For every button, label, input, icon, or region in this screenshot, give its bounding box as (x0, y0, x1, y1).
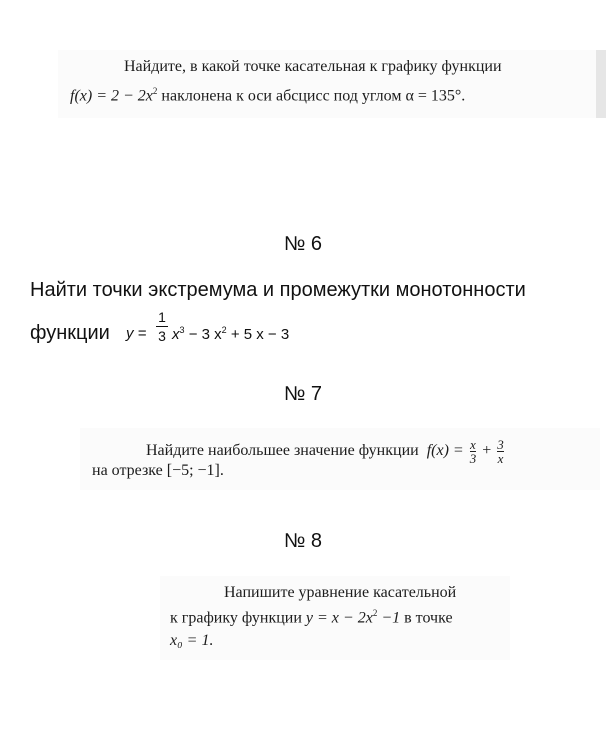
task6-frac-num: 1 (158, 309, 166, 325)
task6-term2: − 3 x (188, 326, 222, 343)
task7-frac2-den: x (497, 451, 504, 466)
task8-equation-rest: −1 (381, 609, 401, 627)
task8-number: № 8 (283, 530, 323, 552)
task5-line2 (70, 86, 465, 105)
task7-line2: на отрезке [−5; −1]. (92, 462, 224, 479)
task6-frac-bar (156, 326, 168, 327)
task5-line1: Найдите, в какой точке касательная к графику функции (124, 58, 502, 75)
task7-plus: + (482, 442, 492, 460)
task6-text-line2: функции (30, 322, 110, 344)
task8-line1: Напишите уравнение касательной (224, 584, 457, 601)
task6-frac-den: 3 (158, 328, 166, 344)
task8-scan (160, 576, 510, 660)
task7-question: Найдите наибольшее значение функции (146, 442, 419, 460)
task7-line1 (146, 438, 506, 465)
task7-frac1-den: 3 (469, 451, 477, 466)
task5-scan (58, 50, 606, 118)
task7-frac2-num: 3 (497, 437, 504, 452)
task8-line2 (170, 608, 453, 627)
task8-exponent: 2 (372, 608, 378, 618)
task7-number: № 7 (283, 383, 323, 405)
task6-exp3: 3 (179, 325, 185, 335)
task6-rest (172, 325, 289, 343)
task7-scan (80, 428, 600, 490)
task7-frac2 (497, 438, 504, 465)
task6-number: № 6 (283, 233, 323, 255)
task6-fraction (156, 309, 168, 344)
task6-y: y = (126, 325, 147, 342)
task5-exponent: 2 (152, 86, 158, 96)
task8-point-text: в точке (404, 609, 453, 627)
scan-page-edge (596, 50, 606, 118)
task6-exp2: 2 (221, 325, 227, 335)
task8-equation: y = x − 2x (305, 609, 373, 627)
task8-graph-text: к графику функции (170, 609, 302, 627)
task7-frac1 (470, 438, 477, 465)
task5-function: f(x) = 2 − 2x (70, 87, 153, 105)
task5-condition: наклонена к оси абсцисс под углом α = 135°. (161, 87, 466, 105)
task7-function: f(x) = (426, 442, 464, 460)
task6-x: x (172, 326, 180, 343)
task6-text-line1: Найти точки экстремума и промежутки монотонности (30, 279, 526, 301)
task8-line3: x₀ = 1. (170, 632, 214, 649)
task6-term3: + 5 x − 3 (230, 326, 290, 343)
task7-frac1-num: x (470, 437, 476, 452)
